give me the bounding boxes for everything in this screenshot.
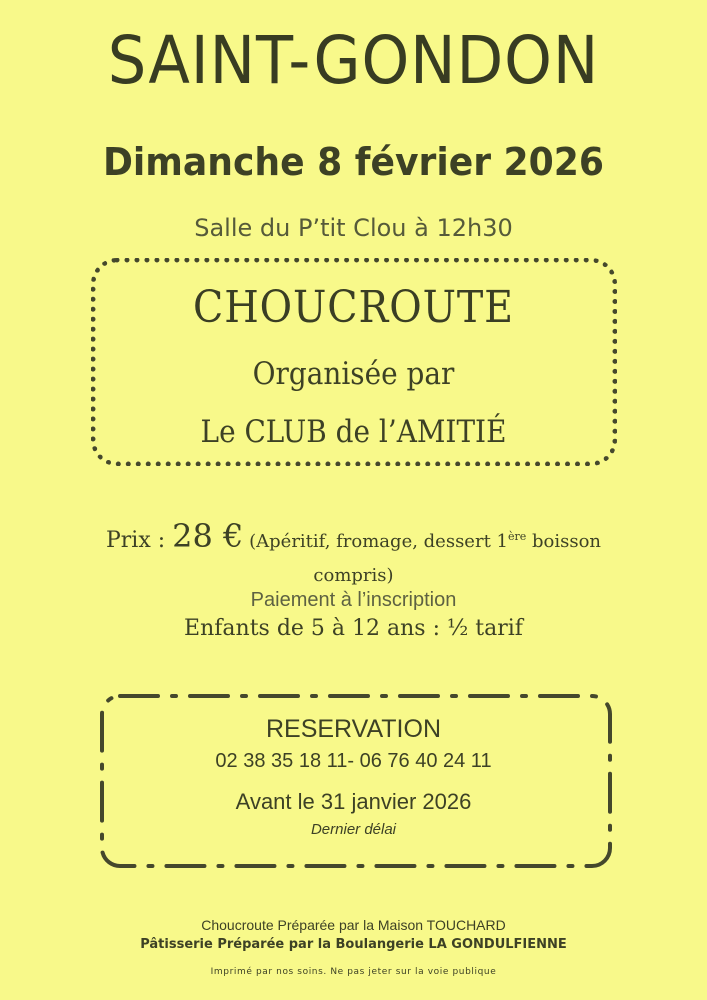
reservation-deadline: Avant le 31 janvier 2026 [235,789,472,814]
organiser-name: Le CLUB de l’AMITIÉ [200,414,507,450]
bakery-credit: Pâtisserie Préparée par la Boulangerie LA GONDULFIENNE [140,937,567,952]
print-notice: Imprimé par nos soins. Ne pas jeter sur la voie publique [210,967,497,977]
organised-by-label: Organisée par [252,356,455,392]
caterer-credit: Choucroute Préparée par la Maison TOUCHARD [201,917,506,933]
price-details-sup: ère [507,530,527,543]
reservation-title: RESERVATION [265,715,442,743]
venue-time: Salle du P’tit Clou à 12h30 [194,214,513,242]
price-details [243,531,601,552]
deadline-note: Dernier délai [310,821,397,838]
price-details-end: boisson [526,531,602,552]
price-amount: 28 € [172,517,244,555]
town-title: SAINT-GONDON [107,22,600,99]
price-details-continued: compris) [313,565,394,586]
reservation-phones: 02 38 35 18 11- 06 76 40 24 11 [215,750,492,772]
price-label: Prix : [105,528,173,553]
payment-note: Paiement à l’inscription [250,589,457,611]
price-details-start: (Apéritif, fromage, dessert 1 [243,531,508,552]
event-date: Dimanche 8 février 2026 [102,140,605,184]
children-price: Enfants de 5 à 12 ans : ½ tarif [184,616,523,641]
event-title: CHOUCROUTE [193,282,514,333]
price-line [0,517,707,555]
